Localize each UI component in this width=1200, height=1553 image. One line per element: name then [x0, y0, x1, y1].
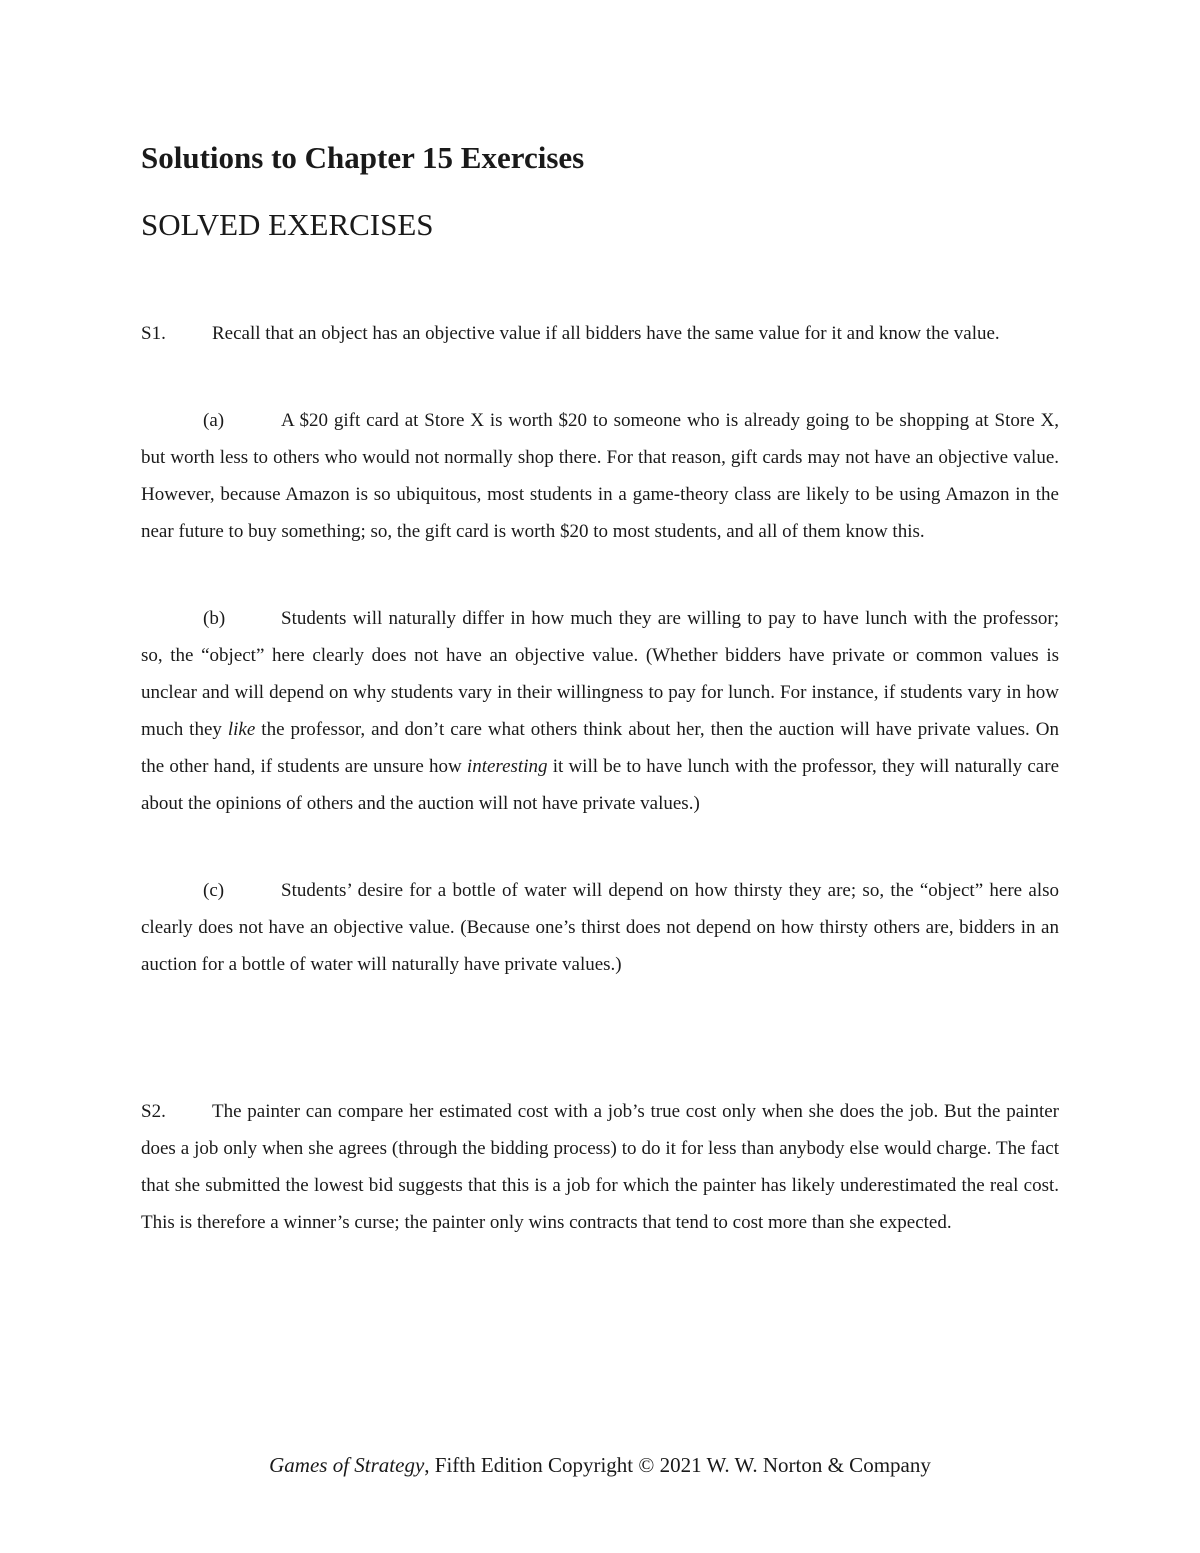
exercise-s2 [141, 1093, 1059, 1241]
part-label: (c) [203, 880, 225, 901]
exercise-s1-part-b [141, 600, 1059, 822]
part-label: (a) [203, 410, 225, 431]
footer-copyright: , Fifth Edition Copyright © 2021 W. W. Norton & Company [424, 1453, 931, 1477]
document-title: Solutions to Chapter 15 Exercises [141, 140, 585, 175]
part-c-text: Students’ desire for a bottle of water will depend on how thirsty they are; so, the “object” here also clearly does not have an objective value. (Because one’s thirst does not depend on how thirsty others are, bidders in an auction for a bottle of water will naturally have private values.) [141, 880, 1059, 975]
part-a-text: A $20 gift card at Store X is worth $20 to someone who is already going to be shopping at Store X, but worth less to others who would not normally shop there. For that reason, gift cards may not have an objective value. However, because Amazon is so ubiquitous, most students in a game-theory class are likely to be using Amazon in the near future to buy something; so, the gift card is worth $20 to most students, and all of them know this. [141, 410, 1059, 542]
exercise-s1-part-c [141, 872, 1059, 983]
part-b-text-3: it will be to have lunch with the professor, they will naturally care about the opinions of others and the auction will not have private values.) [141, 756, 1059, 814]
exercise-s2-text: The painter can compare her estimated cost with a job’s true cost only when she does the job. But the painter does a job only when she agrees (through the bidding process) to do it for less than anybody else would charge. The fact that she submitted the lowest bid suggests that this is a job for which the painter has likely underestimated the real cost. This is therefore a winner’s curse; the painter only wins contracts that tend to cost more than she expected. [141, 1101, 1059, 1233]
footer-book-title: Games of Strategy [269, 1453, 425, 1477]
part-b-emphasis-like: like [227, 719, 256, 740]
part-b-text-2: the professor, and don’t care what others think about her, then the auction will have private values. On the other hand, if students are unsure how [141, 719, 1059, 777]
page-footer [0, 1453, 1200, 1478]
section-heading: SOLVED EXERCISES [141, 207, 434, 242]
part-label: (b) [203, 608, 226, 629]
exercise-s1-intro-text: Recall that an object has an objective value if all bidders have the same value for it and know the value. [212, 323, 1000, 344]
exercise-s1-intro [141, 315, 1059, 352]
exercise-number: S1. [141, 323, 166, 344]
exercise-s1-part-a [141, 402, 1059, 550]
part-b-emphasis-interesting: interesting [466, 756, 548, 777]
exercise-number: S2. [141, 1101, 166, 1122]
part-b-text-1: Students will naturally differ in how much they are willing to pay to have lunch with the professor; so, the “object” here clearly does not have an objective value. (Whether bidders have private or common values is unclear and will depend on why students vary in their willingness to pay for lunch. For instance, if students vary in how much they [141, 608, 1059, 740]
